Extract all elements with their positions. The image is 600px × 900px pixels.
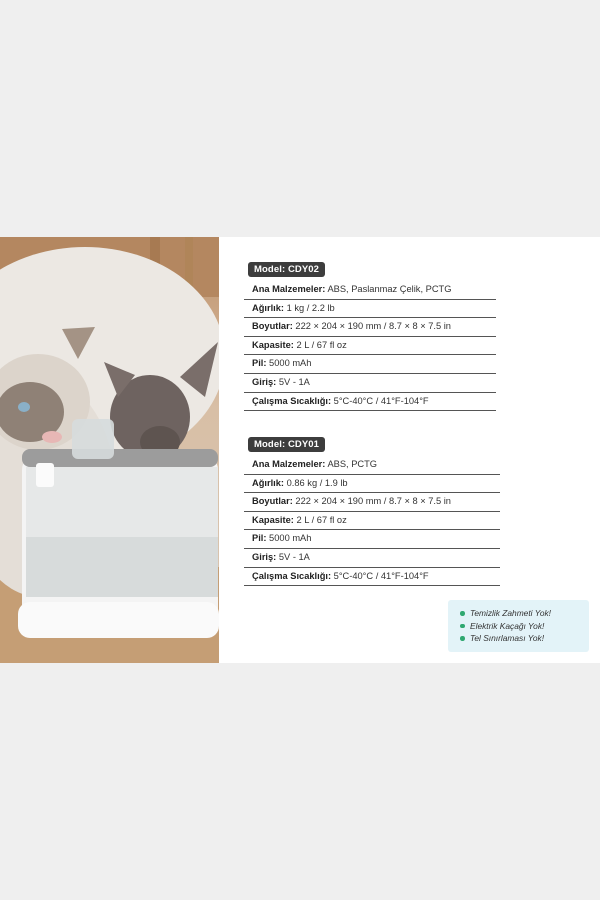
spec-row-battery: Pil: 5000 mAh (244, 530, 500, 549)
feature-item: Tel Sınırlaması Yok! (470, 632, 589, 645)
spec-row-input: Giriş: 5V - 1A (244, 549, 500, 568)
spec-row-capacity: Kapasite: 2 L / 67 fl oz (244, 337, 496, 356)
spec-row-materials: Ana Malzemeler: ABS, PCTG (244, 456, 500, 475)
feature-item: Elektrik Kaçağı Yok! (470, 620, 589, 633)
model-badge: Model: CDY02 (248, 262, 325, 277)
spec-row-weight: Ağırlık: 0.86 kg / 1.9 lb (244, 475, 500, 494)
spec-row-temperature: Çalışma Sıcaklığı: 5°C-40°C / 41°F-104°F (244, 393, 496, 412)
feature-box (448, 600, 589, 652)
spec-row-dimensions: Boyutlar: 222 × 204 × 190 mm / 8.7 × 8 × 7.5 in (244, 318, 496, 337)
spec-section-cdy01 (244, 434, 500, 586)
bullet-icon (460, 611, 465, 616)
product-photo (0, 237, 219, 663)
feature-item: Temizlik Zahmeti Yok! (470, 607, 589, 620)
bullet-icon (460, 624, 465, 629)
cats-drinking-fountain-image (0, 237, 219, 663)
spec-row-materials: Ana Malzemeler: ABS, Paslanmaz Çelik, PCTG (244, 281, 496, 300)
spec-row-battery: Pil: 5000 mAh (244, 355, 496, 374)
spec-row-input: Giriş: 5V - 1A (244, 374, 496, 393)
spec-row-dimensions: Boyutlar: 222 × 204 × 190 mm / 8.7 × 8 × 7.5 in (244, 493, 500, 512)
spec-row-temperature: Çalışma Sıcaklığı: 5°C-40°C / 41°F-104°F (244, 568, 500, 587)
product-banner (0, 237, 600, 663)
spec-section-cdy02 (244, 259, 496, 411)
model-badge: Model: CDY01 (248, 437, 325, 452)
bullet-icon (460, 636, 465, 641)
spec-row-weight: Ağırlık: 1 kg / 2.2 lb (244, 300, 496, 319)
spec-row-capacity: Kapasite: 2 L / 67 fl oz (244, 512, 500, 531)
